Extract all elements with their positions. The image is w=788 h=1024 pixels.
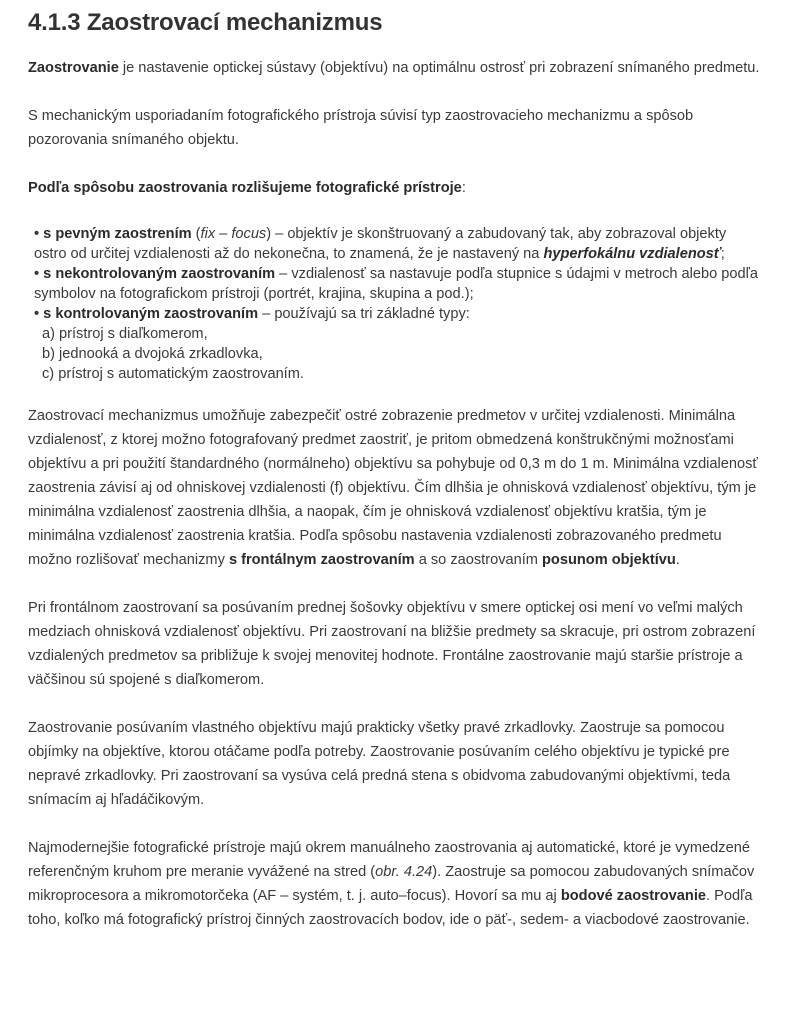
section-heading: 4.1.3 Zaostrovací mechanizmus: [28, 9, 383, 36]
list-item-term: s kontrolovaným zaostrovaním: [43, 306, 259, 322]
list-item-term: s pevným zaostrením: [43, 226, 192, 242]
bullet-icon: •: [34, 226, 40, 242]
paragraph-end: .: [675, 552, 680, 568]
list-intro-colon: :: [461, 180, 466, 196]
term-lens-shift: posunom objektívu: [542, 552, 676, 568]
figure-reference: obr. 4.24: [375, 864, 433, 880]
list-item-italic: fix – focus: [200, 226, 267, 242]
sub-item: b) jednooká a dvojoká zrkadlovka,: [42, 346, 263, 362]
list-item-text: – vzdialenosť sa nastavuje podľa stupnice s údajmi v metroch alebo podľa symbolov na fotografickom prístroji (portrét, krajina, skupina a pod.);: [34, 266, 759, 302]
list-item-controlled: [34, 304, 760, 324]
paragraph-frontal: Pri frontálnom zaostrovaní sa posúvaním prednej šošovky objektívu v smere optickej osi mení vo veľmi malých medziach ohnisková vzdialenosť objektívu. Pri zaostrovaní na bližšie predmety sa skracuje, pri ostrom zobrazení vzdialených predmetov sa približuje k svojej menovitej hodnote. Frontálne zaostrovanie majú staršie prístroje a väčšinou sú spojené s diaľkomerom.: [28, 600, 756, 688]
term-point-focus: bodové zaostrovanie: [560, 888, 707, 904]
paragraph-mechanical: S mechanickým usporiadaním fotografického prístroja súvisí typ zaostrovacieho mechanizmu a spôsob pozorovania snímaného objektu.: [28, 108, 694, 148]
paragraph-end: . Podľa toho, koľko má fotografický prístroj činných zaostrovacích bodov, ide o päť-, sedem- a viacbodové zaostrovanie.: [28, 888, 753, 928]
list-intro: [28, 176, 760, 200]
list-item-end: ;: [720, 246, 725, 262]
term-zaostrovanie: Zaostrovanie: [28, 60, 119, 76]
sub-item: c) prístroj s automatickým zaostrovaním.: [42, 366, 304, 382]
paragraph-definition: [28, 56, 760, 80]
list-item-term: s nekontrolovaným zaostrovaním: [43, 266, 276, 282]
paragraph-text: ). Zaostruje sa pomocou zabudovaných snímačov mikroprocesora a mikromotorčeka (AF – systém, t. j. auto–focus). Hovorí sa mu aj: [28, 864, 755, 904]
definition-text: je nastavenie optickej sústavy (objektívu) na optimálnu ostrosť pri zobrazení snímaného predmetu.: [118, 60, 760, 76]
paragraph-autofocus: [28, 836, 760, 932]
list-item-text: ) – objektív je skonštruovaný a zabudovaný tak, aby zobrazoval objekty ostro od určitej vzdialenosti až do nekonečna, to znamená, že je nastavený na: [34, 226, 727, 262]
list-intro-bold: Podľa spôsobu zaostrovania rozlišujeme fotografické prístroje: [28, 180, 462, 196]
paragraph-text: Najmodernejšie fotografické prístroje majú okrem manuálneho zaostrovania aj automatické, ktoré je vymedzené referenčným kruhom pre meranie vyvážené na stred (: [28, 840, 750, 880]
list-item-uncontrolled: [34, 264, 760, 304]
paragraph-lens-shift: Zaostrovanie posúvaním vlastného objektívu majú prakticky všetky pravé zrkadlovky. Zaostruje sa pomocou objímky na objektíve, ktorou otáčame podľa potreby. Zaostrovanie posúvaním celého objektívu je typické pre nepravé zrkadlovky. Pri zaostrovaní sa vysúva celá predná stena s obidvoma zabudovanými objektívmi, teda snímacím aj hľadáčikovým.: [28, 720, 731, 808]
sub-item: a) prístroj s diaľkomerom,: [42, 326, 208, 342]
paragraph-text: Zaostrovací mechanizmus umožňuje zabezpečiť ostré zobrazenie predmetov v určitej vzdialenosti. Minimálna vzdialenosť, z ktorej možno fotografovaný predmet zaostriť, je pritom obmedzená konštrukčnými možnosťami objektívu a pri použití štandardného (normálneho) objektívu sa pohybuje od 0,3 m do 1 m. Minimálna vzdialenosť zaostrenia závisí aj od ohniskovej vzdialenosti (f) objektívu. Čím dlhšia je ohnisková vzdialenosť objektívu, tým je minimálna vzdialenosť zaostrenia dlhšia, a naopak, čím je ohnisková vzdialenosť objektívu kratšia, tým je minimálna vzdialenosť zaostrenia kratšia. Podľa spôsobu nastavenia vzdialenosti zobrazovaného predmetu možno rozlišovať mechanizmy: [28, 408, 758, 568]
paragraph-minimum-distance: [28, 404, 760, 572]
term-hyperfocal: hyperfokálnu vzdialenosť: [543, 246, 721, 262]
term-frontal: s frontálnym zaostrovaním: [228, 552, 415, 568]
bullet-icon: •: [34, 266, 40, 282]
list-item-fixed-focus: [34, 224, 760, 264]
list-item-text: – používajú sa tri základné typy:: [258, 306, 470, 322]
bullet-icon: •: [34, 306, 40, 322]
list-item-paren: (: [191, 226, 201, 242]
camera-types-list: [28, 224, 760, 384]
paragraph-text: a so zaostrovaním: [414, 552, 543, 568]
